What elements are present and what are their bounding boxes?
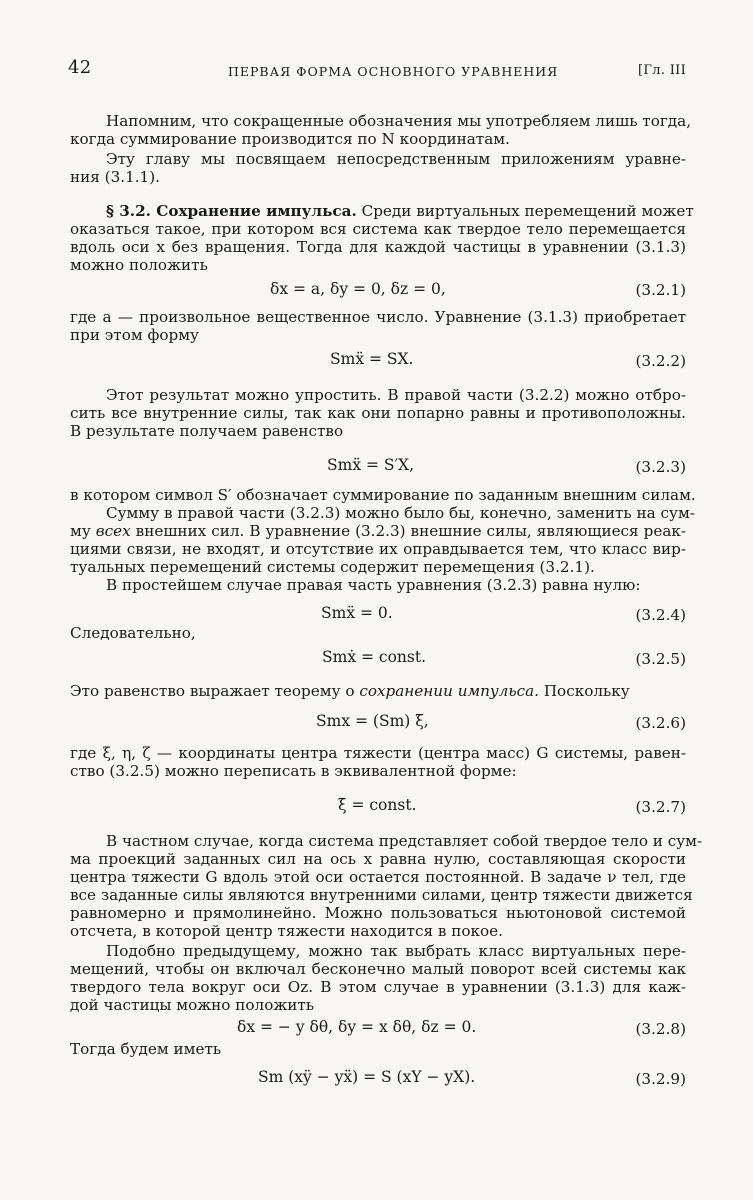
- text-line: оказаться такое, при котором вся система как твердое тело перемещается: [70, 220, 686, 238]
- text-line: ма проекций заданных сил на ось x равна нулю, составляющая скорости: [70, 850, 686, 868]
- equation: δx = − y δθ, δy = x δθ, δz = 0.: [237, 1018, 477, 1036]
- equation: Smẍ = 0.: [321, 604, 393, 622]
- equation-number: (3.2.5): [635, 650, 686, 668]
- text-line: ство (3.2.5) можно переписать в эквивалентной форме:: [70, 762, 517, 780]
- equation-number: (3.2.7): [635, 798, 686, 816]
- equation-number: (3.2.2): [635, 352, 686, 370]
- text-line: ния (3.1.1).: [70, 168, 160, 186]
- text-line: мещений, чтобы он включал бесконечно малый поворот всей системы как: [70, 960, 686, 978]
- section-heading: § 3.2. Сохранение импульса.: [106, 202, 357, 220]
- equation: Smẍ = S′X,: [327, 456, 414, 474]
- text-line: равномерно и прямолинейно. Можно пользоваться ньютоновой системой: [70, 904, 686, 922]
- text-line: Подобно предыдущему, можно так выбрать класс виртуальных пере-: [106, 942, 686, 960]
- equation: Sm (xÿ − yẍ) = S (xY − yX).: [258, 1068, 476, 1086]
- text-line: туальных перемещений системы содержит перемещения (3.2.1).: [70, 558, 595, 576]
- text-line: все заданные силы являются внутренними силами, центр тяжести движется: [70, 886, 693, 904]
- text-line: отсчета, в которой центр тяжести находится в покое.: [70, 922, 503, 940]
- text-line: когда суммирование производится по N координатам.: [70, 130, 510, 148]
- running-title: ПЕРВАЯ ФОРМА ОСНОВНОГО УРАВНЕНИЯ: [228, 64, 559, 79]
- equation-number: (3.2.9): [635, 1070, 686, 1088]
- equation-number: (3.2.6): [635, 714, 686, 732]
- equation: Smẋ = const.: [322, 648, 427, 666]
- equation: Smẍ = SX.: [330, 350, 414, 368]
- text-span: му: [70, 522, 91, 540]
- equation: ξ̇ = const.: [338, 796, 417, 814]
- text-span: Это равенство выражает теорему о: [70, 682, 355, 700]
- text-line: сить все внутренние силы, так как они попарно равны и противоположны.: [70, 404, 686, 422]
- text-line: в котором символ S′ обозначает суммирование по заданным внешним силам.: [70, 486, 696, 504]
- text-line-with-emphasis: [70, 682, 686, 700]
- text-line-with-emphasis: [70, 522, 686, 540]
- equation-number: (3.2.3): [635, 458, 686, 476]
- text-line: Эту главу мы посвящаем непосредственным приложениям уравне-: [106, 150, 686, 168]
- text-line: циями связи, не входят, и отсутствие их оправдывается тем, что класс вир-: [70, 540, 686, 558]
- text-line: Следовательно,: [70, 624, 196, 642]
- text-line: Этот результат можно упростить. В правой части (3.2.2) можно отбро-: [106, 386, 686, 404]
- chapter-marker: [Гл. III: [638, 63, 687, 78]
- text-line: Напомним, что сокращенные обозначения мы употребляем лишь тогда,: [106, 112, 692, 130]
- equation-number: (3.2.8): [635, 1020, 686, 1038]
- text-line: вдоль оси x без вращения. Тогда для каждой частицы в уравнении (3.1.3): [70, 238, 686, 256]
- text-span: внешних сил. В уравнение (3.2.3) внешние силы, являющиеся реак-: [135, 522, 687, 540]
- page-number: 42: [68, 57, 92, 78]
- text-line: дой частицы можно положить: [70, 996, 315, 1014]
- text-line: можно положить: [70, 256, 208, 274]
- equation: Smx = (Sm) ξ,: [316, 712, 429, 730]
- text-line: где ξ, η, ζ — координаты центра тяжести (центра масс) G системы, равен-: [70, 744, 686, 762]
- text-line: Тогда будем иметь: [70, 1040, 222, 1058]
- text-line: В результате получаем равенство: [70, 422, 344, 440]
- text-span: Поскольку: [543, 682, 630, 700]
- emphasis: всех: [95, 522, 131, 540]
- text-line: при этом форму: [70, 326, 199, 344]
- text-span: Среди виртуальных перемещений может: [361, 202, 694, 220]
- text-line: где a — произвольное вещественное число. Уравнение (3.1.3) приобретает: [70, 308, 686, 326]
- equation-number: (3.2.4): [635, 606, 686, 624]
- text-line: центра тяжести G вдоль этой оси остается постоянной. В задаче ν тел, где: [70, 868, 686, 886]
- text-line: твердого тела вокруг оси Oz. В этом случае в уравнении (3.1.3) для каж-: [70, 978, 686, 996]
- text-line: Сумму в правой части (3.2.3) можно было бы, конечно, заменить на сум-: [106, 504, 695, 522]
- equation-number: (3.2.1): [635, 281, 686, 299]
- text-line: В простейшем случае правая часть уравнения (3.2.3) равна нулю:: [106, 576, 641, 594]
- emphasis: сохранении импульса.: [359, 682, 539, 700]
- section-heading-line: [106, 202, 694, 220]
- text-line: В частном случае, когда система представляет собой твердое тело и сум-: [106, 832, 703, 850]
- equation: δx = a, δy = 0, δz = 0,: [270, 280, 446, 298]
